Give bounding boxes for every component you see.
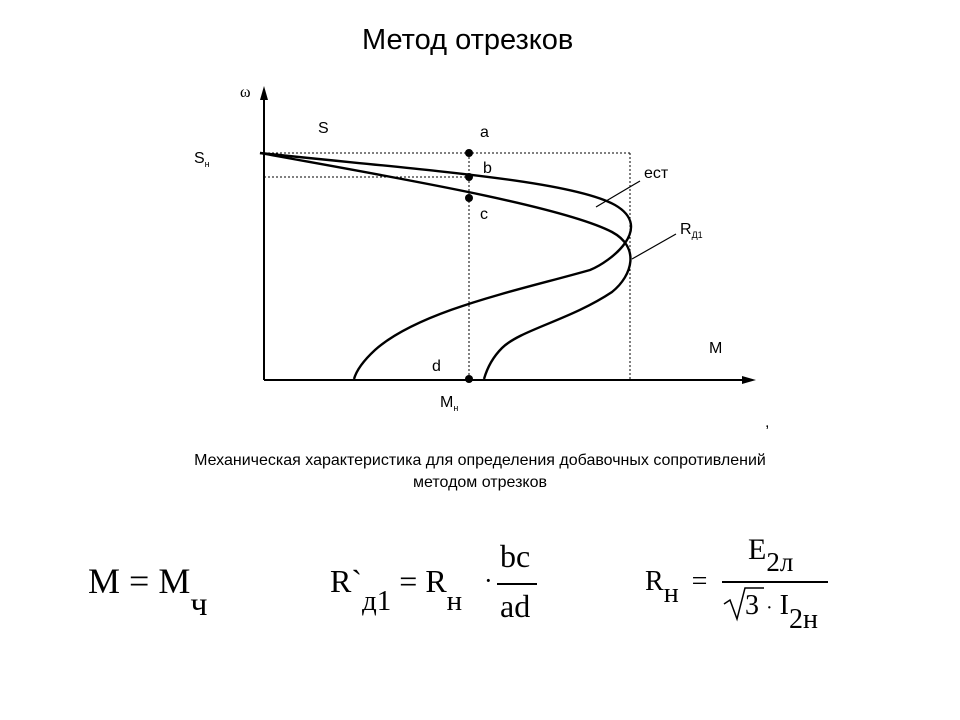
f2-lhs: R` [330,563,362,599]
f3-eq: = [691,566,708,597]
f1-rhs: M [158,561,191,601]
f3-lhs-sub: н [663,578,679,609]
point-a-label: a [480,124,489,141]
f2-r: R [425,563,447,599]
f3-lhs: R [645,566,664,597]
natural-curve-label: ест [644,165,669,182]
point-c-label: c [480,206,488,223]
mn-main: M [440,394,454,411]
f3-num-sub: 2л [766,547,794,577]
mn-sub: н [453,403,459,413]
rd1-main: R [680,221,692,238]
rd1-sub: Д1 [691,230,703,240]
m-axis-label: M [709,340,723,357]
f1-eq: = [129,561,150,601]
omega-axis-label: ω [240,84,251,101]
caption-line-1: Механическая характеристика для определения добавочных сопротивлений [194,452,766,469]
sn-sub: н [204,159,210,169]
f3-denominator [745,590,818,635]
f2-lhs-sub: д1 [362,585,392,617]
f2-denominator: ad [500,588,531,624]
f3-num: E [748,533,767,566]
sn-main: S [194,150,205,167]
f2-dot: · [484,566,493,595]
page-title: Метод отрезков [362,24,574,56]
s-label: S [318,120,329,137]
f3-dot: · [766,597,773,619]
f3-sqrt-arg: 3 [745,590,759,621]
point-d-label: d [432,358,441,375]
f1-rhs-sub: ч [190,586,208,623]
f2-r-sub: н [446,585,463,617]
caption-line-2: методом отрезков [413,474,547,491]
f2-eq: = [399,563,418,599]
point-b-label: b [483,160,492,177]
f3-den: I [779,590,789,621]
f3-den-sub: 2н [789,604,818,635]
f1-lhs: M [88,561,121,601]
f2-numerator: bc [500,538,531,574]
comma-mark: , [765,414,770,431]
